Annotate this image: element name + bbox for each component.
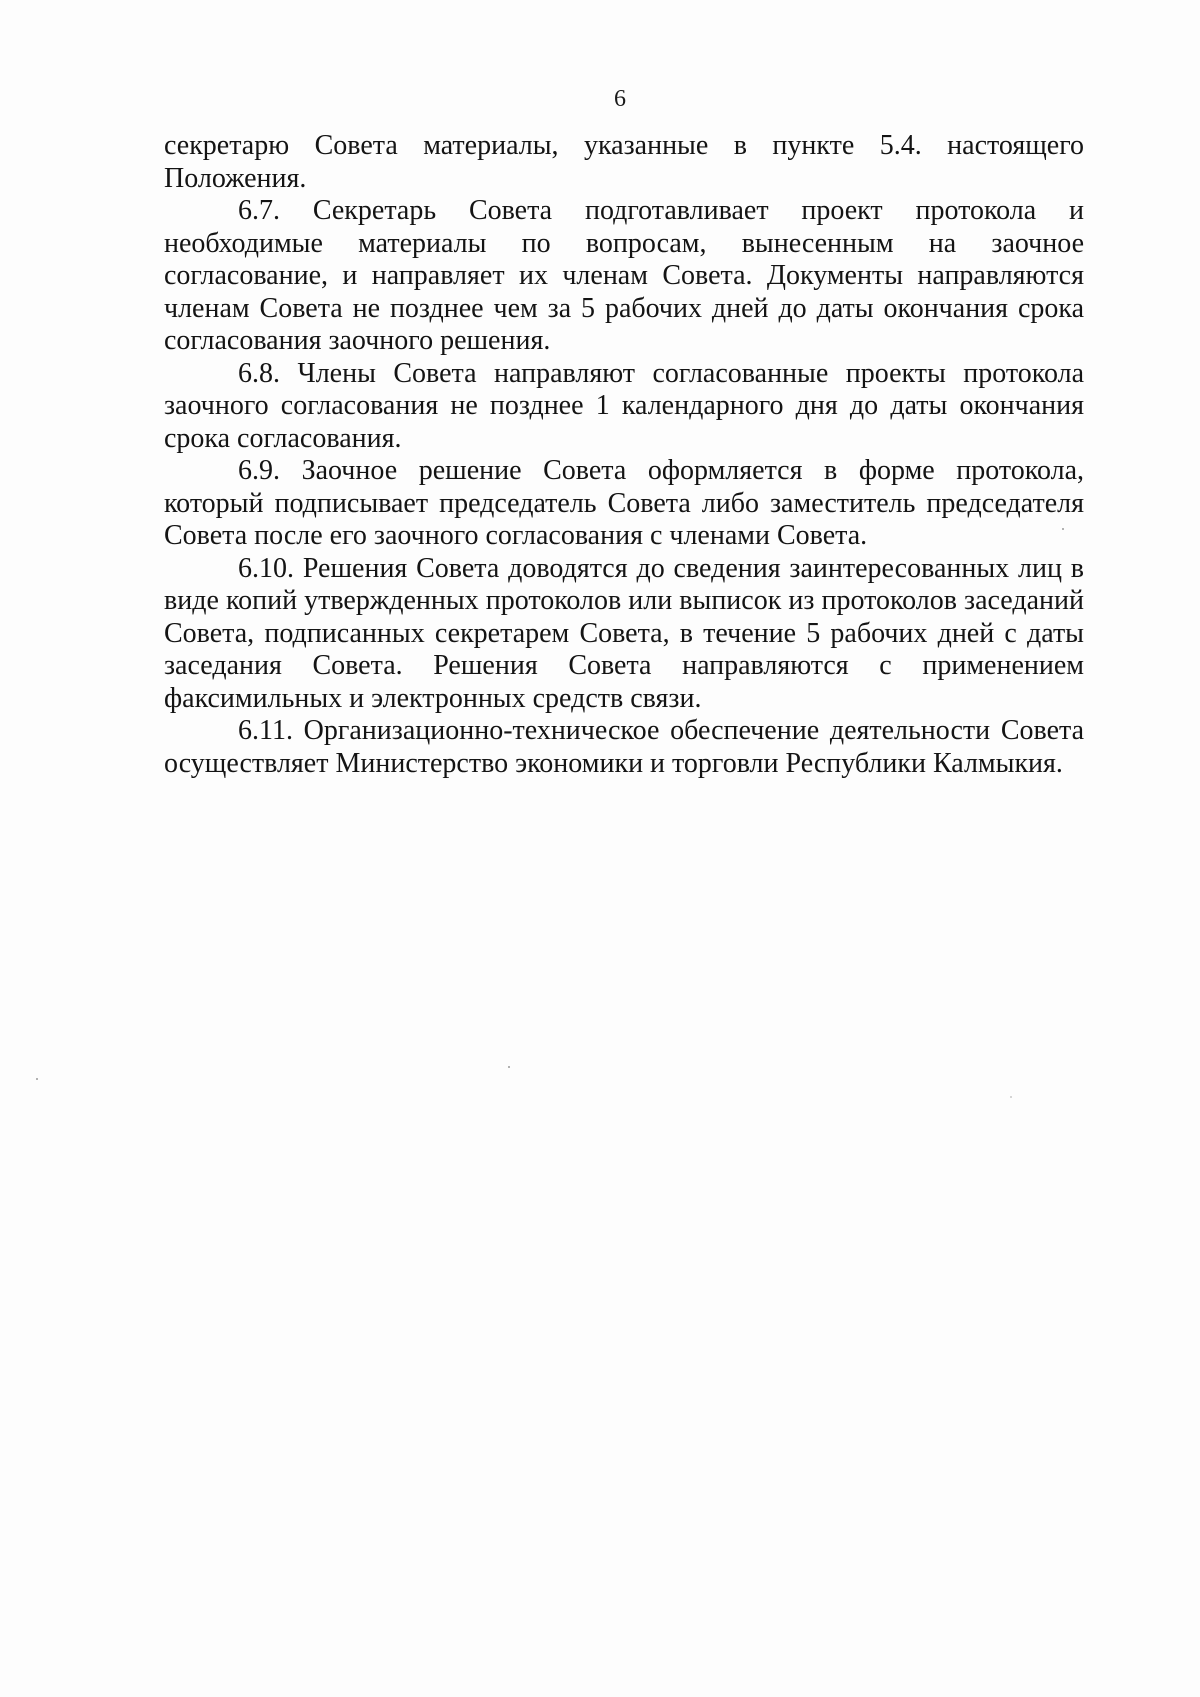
scan-speck [36,1078,38,1080]
paragraph-continuation: секретарю Совета материалы, указанные в пункте 5.4. настоящего Положения. [164,130,1084,194]
paragraph-6-11: 6.11. Организационно-техническое обеспечение деятельности Совета осуществляет Министерство экономики и торговли Республики Калмыкия. [164,715,1084,779]
document-body [164,130,1084,780]
page-number: 6 [614,86,626,112]
paragraph-6-10: 6.10. Решения Совета доводятся до сведения заинтересованных лиц в виде копий утвержденных протоколов или выписок из протоколов заседаний Совета, подписанных секретарем Совета, в течение 5 рабочих дней с даты заседания Совета. Решения Совета направляются с применением факсимильных и электронных средств связи. [164,552,1084,714]
scan-speck [1062,528,1064,530]
scan-speck [1010,1096,1012,1098]
paragraph-6-9: 6.9. Заочное решение Совета оформляется в форме протокола, который подписывает председатель Совета либо заместитель председателя Совета после его заочного согласования с членами Совета. [164,455,1084,551]
scan-speck [508,1066,510,1068]
paragraph-6-7: 6.7. Секретарь Совета подготавливает проект протокола и необходимые материалы по вопросам, вынесенным на заочное согласование, и направляет их членам Совета. Документы направляются членам Совета не позднее чем за 5 рабочих дней до даты окончания срока согласования заочного решения. [164,195,1084,356]
paragraph-6-8: 6.8. Члены Совета направляют согласованные проекты протокола заочного согласования не позднее 1 календарного дня до даты окончания срока согласования. [164,357,1084,454]
